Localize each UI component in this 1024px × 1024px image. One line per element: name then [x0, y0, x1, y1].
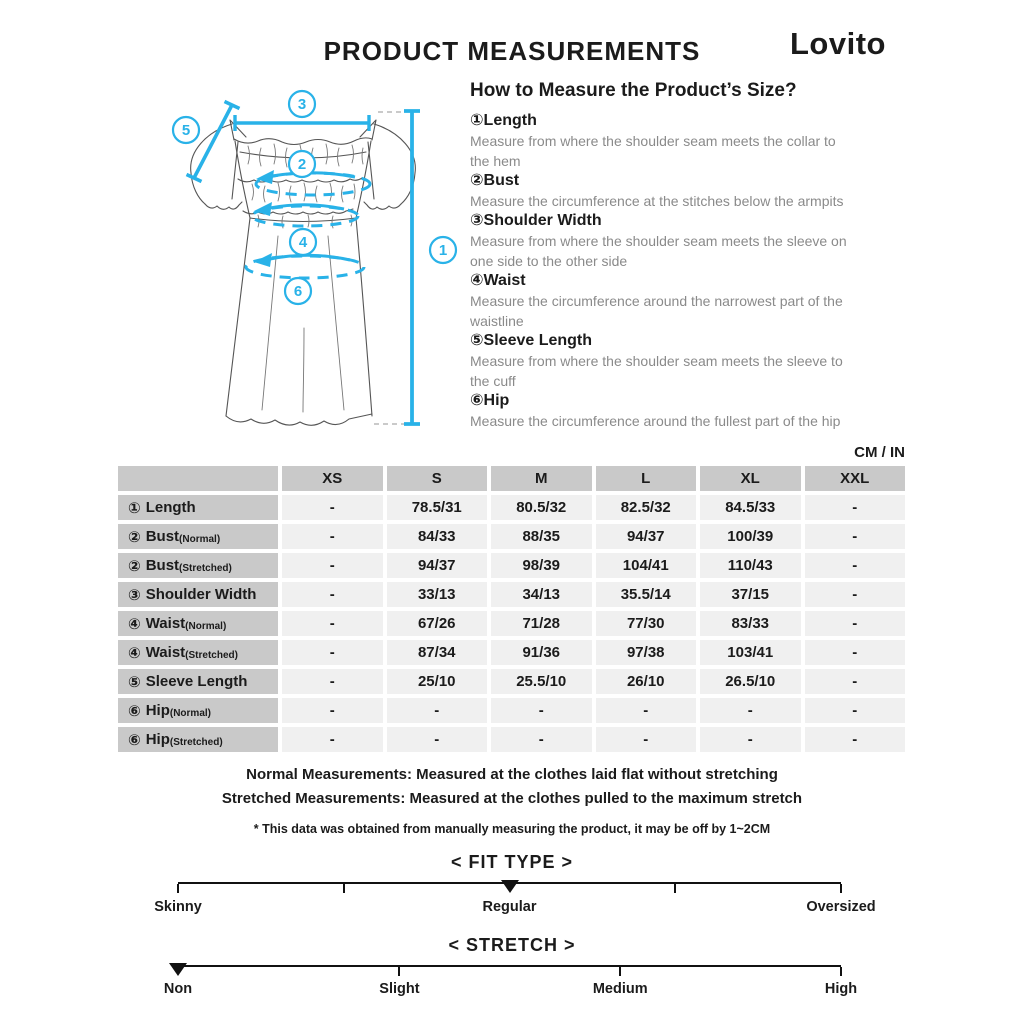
stretched-measurements-note: Stretched Measurements: Measured at the clothes pulled to the maximum stretch: [221, 790, 803, 807]
measure-row-label: ⑥ Hip (Normal): [118, 698, 278, 723]
measure-row-label: ⑥ Hip (Stretched): [118, 727, 278, 752]
scale-tick: [343, 884, 345, 893]
size-value-cell: -: [700, 698, 801, 723]
size-value-cell: 77/30: [596, 611, 697, 636]
size-value-cell: -: [491, 727, 592, 752]
scale-tick: [674, 884, 676, 893]
size-value-cell: 98/39: [491, 553, 592, 578]
size-value-cell: -: [387, 727, 488, 752]
size-value-cell: -: [282, 698, 383, 723]
size-value-cell: 100/39: [700, 524, 801, 549]
fit-label-oversized: Oversized: [806, 899, 876, 915]
size-value-cell: 88/35: [491, 524, 592, 549]
svg-text:5: 5: [181, 122, 191, 139]
size-value-cell: -: [596, 698, 697, 723]
size-value-cell: 110/43: [700, 553, 801, 578]
size-value-cell: 91/36: [491, 640, 592, 665]
size-value-cell: 25.5/10: [491, 669, 592, 694]
svg-text:6: 6: [293, 283, 303, 300]
size-value-cell: 80.5/32: [491, 495, 592, 520]
size-value-cell: -: [805, 553, 906, 578]
scale-tick: [398, 967, 400, 976]
size-value-cell: -: [700, 727, 801, 752]
size-table: [118, 466, 905, 752]
badge-5: [173, 117, 199, 143]
fit-label-skinny: Skinny: [154, 899, 202, 915]
scale-tick: [840, 967, 842, 976]
size-value-cell: -: [805, 640, 906, 665]
scale-tick: [177, 884, 179, 893]
stretch-title: < STRETCH >: [448, 935, 576, 955]
svg-text:4: 4: [298, 234, 308, 251]
size-value-cell: -: [805, 495, 906, 520]
size-column-header: S: [387, 466, 488, 491]
normal-measurements-note: Normal Measurements: Measured at the clothes laid flat without stretching: [246, 766, 778, 783]
measure-row-label: ④ Waist (Stretched): [118, 640, 278, 665]
size-column-header: XXL: [805, 466, 906, 491]
size-column-header: L: [596, 466, 697, 491]
size-value-cell: 94/37: [387, 553, 488, 578]
stretch-label-slight: Slight: [379, 981, 420, 997]
size-value-cell: -: [282, 669, 383, 694]
length-line: [404, 111, 420, 424]
size-value-cell: -: [282, 727, 383, 752]
size-value-cell: 83/33: [700, 611, 801, 636]
measure-row-label: ⑤ Sleeve Length: [118, 669, 278, 694]
stretch-marker: [169, 963, 187, 976]
size-value-cell: -: [805, 669, 906, 694]
badge-3: [289, 91, 315, 117]
size-value-cell: -: [282, 582, 383, 607]
brand-logo: Lovito: [790, 26, 886, 61]
badge-4: [290, 229, 316, 255]
badge-6: [285, 278, 311, 304]
size-value-cell: 34/13: [491, 582, 592, 607]
fit-type-marker: [501, 880, 519, 893]
stretch-scale: [178, 965, 841, 977]
fit-type-scale: [178, 882, 841, 894]
measurement-disclaimer: * This data was obtained from manually measuring the product, it may be off by 1~2CM: [253, 822, 771, 836]
scale-tick: [840, 884, 842, 893]
page-title: PRODUCT MEASUREMENTS: [323, 36, 701, 66]
size-value-cell: -: [282, 495, 383, 520]
measure-item-sleeve-length: ⑤Sleeve Length Measure from where the shoulder seam meets the sleeve to the cuff: [470, 332, 843, 389]
size-table-corner-cell: [118, 466, 278, 491]
stretch-label-medium: Medium: [592, 981, 648, 997]
stretch-labels: [163, 981, 858, 1001]
measure-item-length: ①Length Measure from where the shoulder seam meets the collar to the hem: [470, 112, 836, 169]
guide-dashes: [374, 112, 404, 424]
size-value-cell: 37/15: [700, 582, 801, 607]
size-value-cell: 84/33: [387, 524, 488, 549]
size-value-cell: 26.5/10: [700, 669, 801, 694]
size-column-header: M: [491, 466, 592, 491]
measure-row-label: ① Length: [118, 495, 278, 520]
size-value-cell: 87/34: [387, 640, 488, 665]
size-value-cell: -: [805, 611, 906, 636]
measure-item-waist: ④Waist Measure the circumference around the narrowest part of the waistline: [470, 272, 843, 329]
measure-row-label: ② Bust (Stretched): [118, 553, 278, 578]
size-value-cell: 84.5/33: [700, 495, 801, 520]
measure-item-hip: ⑥Hip Measure the circumference around the fullest part of the hip: [470, 392, 841, 429]
size-value-cell: -: [805, 582, 906, 607]
howto-heading: How to Measure the Product’s Size?: [470, 80, 797, 101]
size-value-cell: -: [491, 698, 592, 723]
badge-1: [430, 237, 456, 263]
sleeve-length-line: [187, 102, 240, 182]
badge-2: [289, 151, 315, 177]
size-value-cell: -: [282, 640, 383, 665]
size-value-cell: 25/10: [387, 669, 488, 694]
size-column-header: XS: [282, 466, 383, 491]
fit-label-regular: Regular: [482, 899, 537, 915]
measure-row-label: ④ Waist (Normal): [118, 611, 278, 636]
size-value-cell: -: [805, 698, 906, 723]
size-value-cell: 67/26: [387, 611, 488, 636]
scale-tick: [619, 967, 621, 976]
size-value-cell: 94/37: [596, 524, 697, 549]
size-value-cell: 104/41: [596, 553, 697, 578]
fit-type-title: < FIT TYPE >: [450, 852, 574, 872]
measure-row-label: ② Bust (Normal): [118, 524, 278, 549]
size-value-cell: 103/41: [700, 640, 801, 665]
size-column-header: XL: [700, 466, 801, 491]
size-value-cell: 71/28: [491, 611, 592, 636]
size-value-cell: 97/38: [596, 640, 697, 665]
svg-text:2: 2: [297, 156, 307, 173]
size-value-cell: 33/13: [387, 582, 488, 607]
stretch-label-non: Non: [163, 981, 193, 997]
size-value-cell: -: [282, 524, 383, 549]
size-value-cell: 35.5/14: [596, 582, 697, 607]
fit-type-labels: [154, 899, 876, 919]
size-value-cell: -: [387, 698, 488, 723]
svg-text:1: 1: [438, 242, 448, 259]
size-value-cell: 82.5/32: [596, 495, 697, 520]
measure-item-bust: ②Bust Measure the circumference at the stitches below the armpits: [470, 172, 844, 209]
measure-row-label: ③ Shoulder Width: [118, 582, 278, 607]
size-value-cell: -: [282, 611, 383, 636]
stretch-label-high: High: [824, 981, 858, 997]
size-value-cell: -: [805, 727, 906, 752]
how-to-measure-section: [470, 80, 890, 431]
size-value-cell: -: [596, 727, 697, 752]
dress-measurement-diagram: [148, 78, 480, 440]
size-value-cell: 26/10: [596, 669, 697, 694]
unit-label: CM / IN: [854, 444, 905, 461]
size-value-cell: 78.5/31: [387, 495, 488, 520]
svg-text:3: 3: [297, 96, 307, 113]
measure-item-shoulder-width: ③Shoulder Width Measure from where the shoulder seam meets the sleeve on one side to the other side: [470, 212, 847, 269]
size-value-cell: -: [282, 553, 383, 578]
size-value-cell: -: [805, 524, 906, 549]
